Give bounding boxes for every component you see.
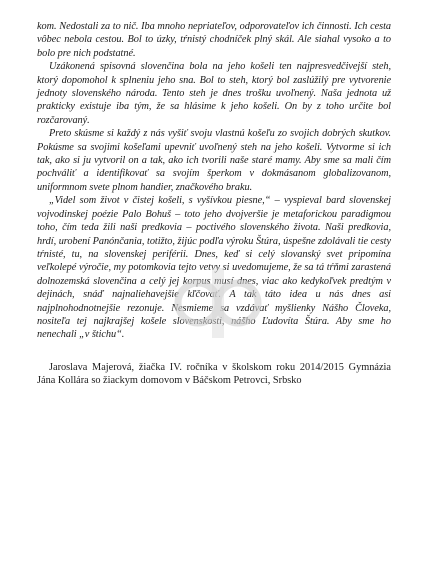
- author-signature: Jaroslava Majerová, žiačka IV. ročníka v školskom roku 2014/2015 Gymnázia Jána Kollára so žiackym domovom v Báčskom Petrovci, Srbsko: [37, 361, 391, 387]
- document-page: [37, 20, 391, 398]
- paragraph-4: „Videl som život v čistej košeli, s vyšívkou piesne,“ – vyspieval bard slovenskej vojvodinskej poézie Palo Bohuš – toto jeho dvojveršie je metaforickou paradigmou toho, čím teda žili naši predkovia – poctivého slovenského života. Naši predkovia, hrdí, urobení Panónčania, totižto, žijúc podľa výroku Štúra, úspešne zdolávali tie cesty tŕnisté, tu, na slovenskej periférii. Dnes, keď si celý slovanský svet pripomína veľkolepé výročie, my potomkovia tejto vetvy si uvedomujeme, že sa tá tŕňmi zarastená dolnozemská slovenčina a celý jej korpus musí dnes, viac ako kedykoľvek predtým v dejinách, snáď najnaliehavejšie kľčovať. A tak táto idea u nás dnes asi najplnohodnotnejšie rezonuje. Nesmieme sa vzdávať myšlienky Nášho Človeka, nositeľa tej najkrajšej košele slovenskosti, nášho Ľudovíta Štúra. Aby sme ho nenechali „v štichu“.: [37, 195, 391, 341]
- paragraph-2: Uzákonená spisovná slovenčina bola na jeho košeli ten najpresvedčivejší steh, ktorý dopomohol k splneniu jeho sna. Bol to steh, ktorý bol zaslúžilý pre vytvorenie jednoty slovenského národa. Tento steh je dnes trošku uvoľnený. Naša jednota už prakticky existuje iba tým, že sa hlásime k jeho košeli. On by z toho určite bol rozčarovaný.: [37, 61, 391, 126]
- paragraph-1: kom. Nedostali za to nič. Iba mnoho nepriateľov, odporovateľov ich činnosti. Ich cesta vôbec nebola cestou. Bol to úzky, tŕnistý chodníček plný skál. Ale siahal vysoko a to bolo pre nich podstatné.: [37, 21, 391, 59]
- paragraph-3: Preto skúsme si každý z nás vyšiť svoju vlastnú košeľu zo svojich dobrých skutkov. Pokúsme sa svojimi košeľami upevniť uvoľnený steh na jeho košeli. Vytvorme si ich tak, ako si ju vytvoril on a tak, ako ich tvorili naše staré mamy. Aby sme sa mali čím pochváliť a identifikovať sa svojím šperkom v dokmásanom globalizovanom, uniformnom svete plnom handier, značkového braku.: [37, 128, 391, 193]
- article-body: [37, 20, 391, 342]
